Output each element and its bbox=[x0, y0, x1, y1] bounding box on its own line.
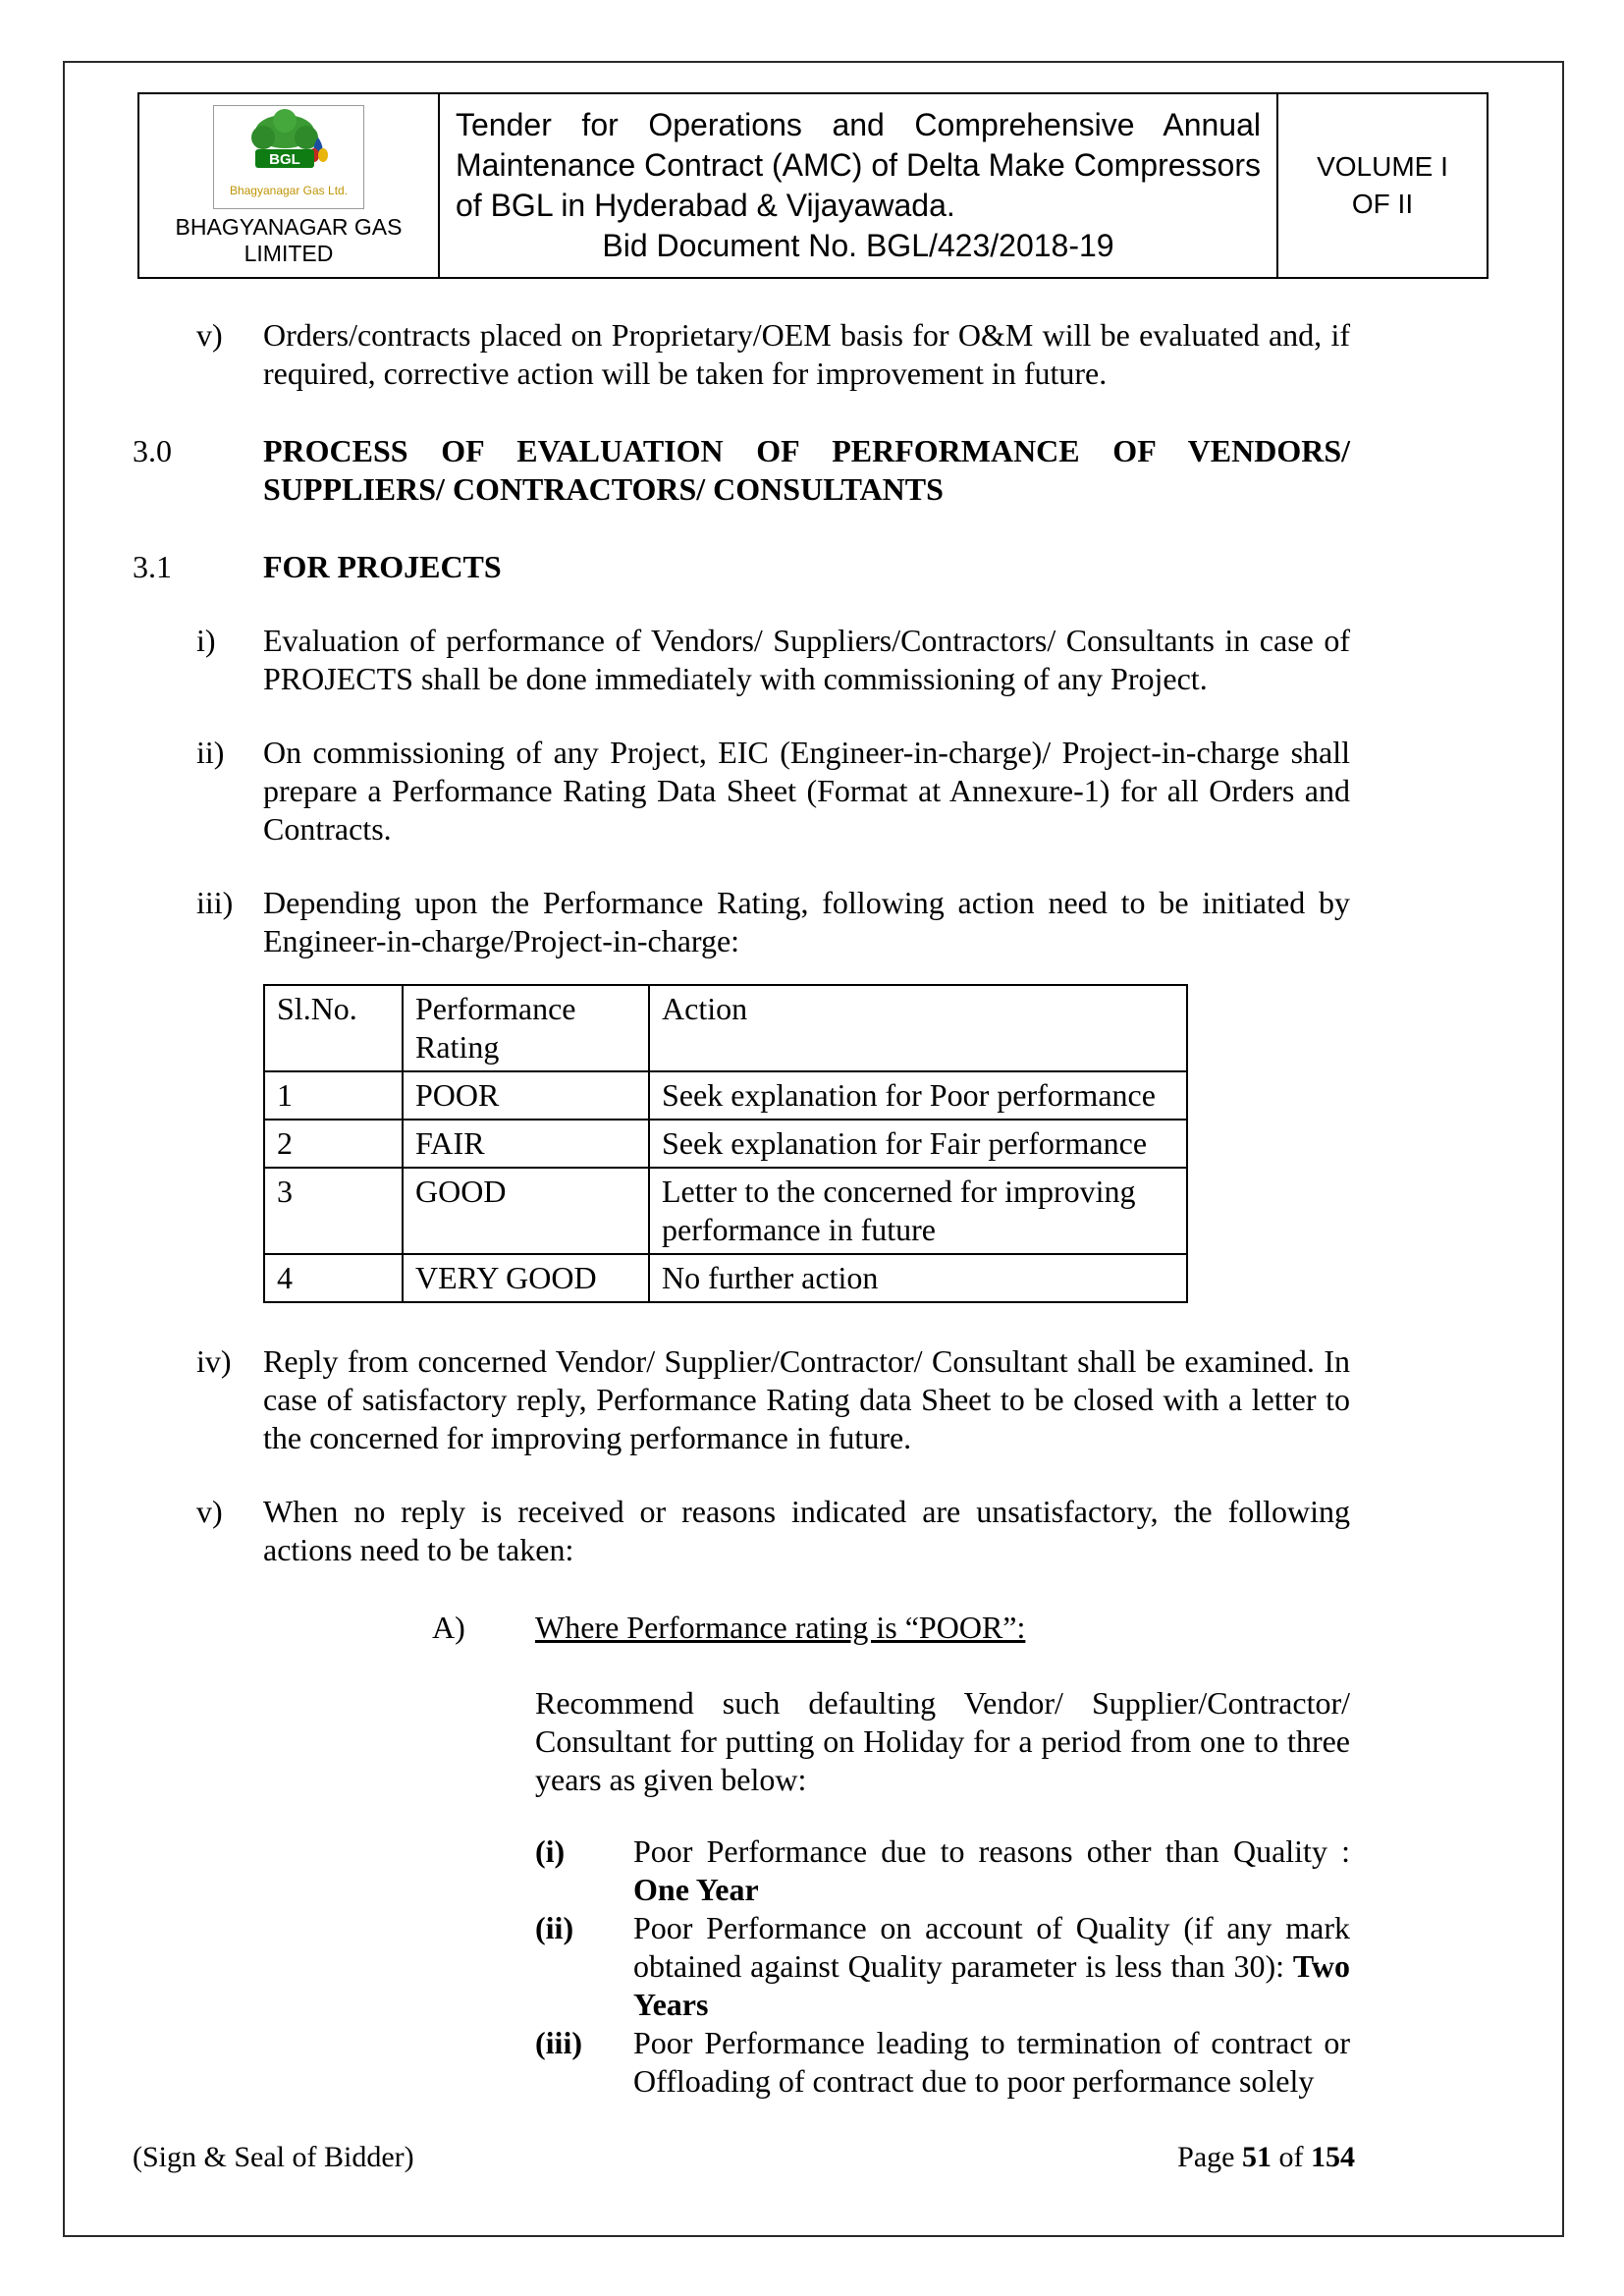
indent-spacer bbox=[133, 1342, 196, 1457]
page-number: Page 51 of 154 bbox=[1177, 2141, 1355, 2173]
cell-slno: 4 bbox=[264, 1254, 403, 1302]
column-header-slno: Sl.No. bbox=[264, 985, 403, 1071]
cell-rating: VERY GOOD bbox=[403, 1254, 649, 1302]
header-table bbox=[137, 92, 1489, 279]
list-item-label: iv) bbox=[196, 1343, 232, 1379]
table-row bbox=[264, 1168, 1187, 1254]
list-item-text: On commissioning of any Project, EIC (Engineer-in-charge)/ Project-in-charge shall prepare a Performance Rating Data Sheet (Format at Annexure-1) for all Orders and Contracts. bbox=[263, 735, 1350, 847]
list-item-i bbox=[133, 622, 1350, 698]
cell-action: Seek explanation for Poor performance bbox=[649, 1071, 1187, 1120]
cell-slno: 3 bbox=[264, 1168, 403, 1254]
performance-rating-table bbox=[263, 984, 1188, 1303]
cell-rating: FAIR bbox=[403, 1120, 649, 1168]
list-item-label: i) bbox=[196, 623, 216, 658]
volume-label bbox=[1278, 94, 1487, 277]
list-item-label: v) bbox=[196, 317, 223, 353]
cell-rating: POOR bbox=[403, 1071, 649, 1120]
company-name bbox=[176, 214, 403, 267]
table-row bbox=[264, 1071, 1187, 1120]
table-header-row bbox=[264, 985, 1187, 1071]
section-number: 3.0 bbox=[133, 433, 172, 468]
list-item-v-intro bbox=[133, 316, 1350, 393]
section-number: 3.1 bbox=[133, 549, 172, 584]
company-logo bbox=[213, 105, 364, 209]
list-item-v bbox=[133, 1493, 1350, 1569]
holiday-item-text: Poor Performance leading to termination of contract or Offloading of contract due to poor performance solely bbox=[633, 2025, 1350, 2099]
section-title: PROCESS OF EVALUATION OF PERFORMANCE OF VENDORS/ SUPPLIERS/ CONTRACTORS/ CONSULTANTS bbox=[263, 433, 1350, 507]
recommend-paragraph: Recommend such defaulting Vendor/ Supplier/Contractor/ Consultant for putting on Holiday for a period from one to three years as given below: bbox=[535, 1685, 1350, 1797]
bid-document-number: Bid Document No. BGL/423/2018-19 bbox=[602, 228, 1114, 263]
indent-spacer bbox=[133, 316, 196, 393]
holiday-item-label: (i) bbox=[535, 1833, 566, 1869]
holiday-item-i bbox=[133, 1832, 1350, 1909]
holiday-item-label: (ii) bbox=[535, 1910, 574, 1945]
section-title: FOR PROJECTS bbox=[263, 549, 502, 584]
holiday-period-list bbox=[133, 1832, 1350, 2101]
volume-line2: OF II bbox=[1351, 189, 1414, 219]
cell-action: Letter to the concerned for improving performance in future bbox=[649, 1168, 1187, 1254]
indent-spacer bbox=[133, 734, 196, 848]
table-row bbox=[264, 1254, 1187, 1302]
list-item-label: iii) bbox=[196, 885, 234, 920]
column-header-rating: Performance Rating bbox=[403, 985, 649, 1071]
sub-item-label: A) bbox=[432, 1610, 465, 1645]
sign-seal-note: (Sign & Seal of Bidder) bbox=[133, 2141, 414, 2173]
sub-item-title: Where Performance rating is “POOR”: bbox=[535, 1610, 1026, 1645]
document-body bbox=[133, 316, 1350, 2101]
cell-slno: 2 bbox=[264, 1120, 403, 1168]
company-logo-icon bbox=[216, 108, 361, 206]
column-header-action: Action bbox=[649, 985, 1187, 1071]
sub-item-a-heading bbox=[133, 1609, 1350, 1647]
list-item-text: Reply from concerned Vendor/ Supplier/Contractor/ Consultant shall be examined. In case of satisfactory reply, Performance Rating data Sheet to be closed with a letter to the concerned for improving performance in future. bbox=[263, 1343, 1350, 1455]
document-title: Tender for Operations and Comprehensive Annual Maintenance Contract (AMC) of Delta Make Compressors of BGL in Hyderabad & Vijayawada. bbox=[456, 107, 1261, 223]
holiday-item-ii bbox=[133, 1909, 1350, 2024]
volume-line1: VOLUME I bbox=[1317, 151, 1448, 182]
list-item-iii bbox=[133, 884, 1350, 960]
logo-cell bbox=[139, 94, 440, 277]
indent-spacer bbox=[133, 622, 196, 698]
list-item-label: ii) bbox=[196, 735, 225, 770]
section-3-0-heading bbox=[133, 432, 1350, 509]
list-item-ii bbox=[133, 734, 1350, 848]
cell-slno: 1 bbox=[264, 1071, 403, 1120]
table-row bbox=[264, 1120, 1187, 1168]
cell-action: Seek explanation for Fair performance bbox=[649, 1120, 1187, 1168]
list-item-label: v) bbox=[196, 1494, 223, 1529]
indent-spacer bbox=[133, 1493, 196, 1569]
holiday-item-text: Poor Performance due to reasons other than Quality : One Year bbox=[633, 1833, 1350, 1907]
logo-tagline: Bhagyanagar Gas Ltd. bbox=[229, 183, 349, 197]
list-item-iv bbox=[133, 1342, 1350, 1457]
list-item-text: Evaluation of performance of Vendors/ Suppliers/Contractors/ Consultants in case of PROJECTS shall be done immediately with commissioning of any Project. bbox=[263, 623, 1350, 696]
cell-rating: GOOD bbox=[403, 1168, 649, 1254]
section-3-1-heading bbox=[133, 548, 1350, 586]
holiday-item-label: (iii) bbox=[535, 2025, 582, 2060]
cell-action: No further action bbox=[649, 1254, 1187, 1302]
list-item-text: When no reply is received or reasons indicated are unsatisfactory, the following actions need to be taken: bbox=[263, 1494, 1350, 1567]
holiday-item-iii bbox=[133, 2024, 1350, 2101]
list-item-text: Depending upon the Performance Rating, following action need to be initiated by Engineer-in-charge/Project-in-charge: bbox=[263, 885, 1350, 958]
document-title-cell bbox=[440, 94, 1278, 277]
company-name-line1: BHAGYANAGAR GAS bbox=[175, 213, 403, 240]
logo-acronym: BGL bbox=[269, 150, 300, 168]
holiday-item-text: Poor Performance on account of Quality (if any mark obtained against Quality parameter is less than 30): Two Years bbox=[633, 1910, 1350, 2022]
page-footer bbox=[133, 2141, 1355, 2174]
company-name-line2: LIMITED bbox=[244, 240, 334, 266]
list-item-text: Orders/contracts placed on Proprietary/OEM basis for O&M will be evaluated and, if required, corrective action will be taken for improvement in future. bbox=[263, 317, 1350, 391]
indent-spacer bbox=[133, 884, 196, 960]
